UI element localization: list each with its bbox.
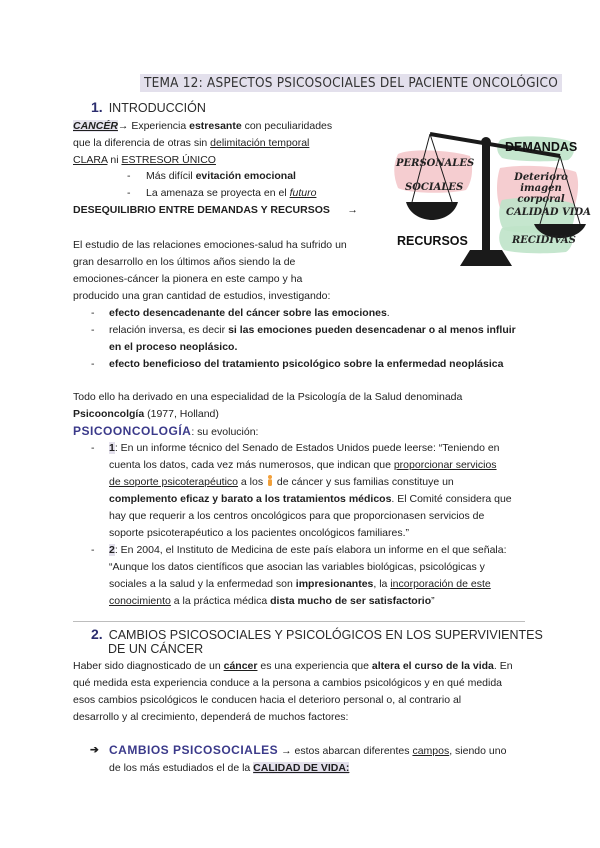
intro-bullet-1 — [146, 168, 296, 184]
text: con peculiaridades — [241, 120, 333, 132]
dash-bullet: - — [91, 544, 95, 556]
text-bold: Psicooncolgía — [73, 408, 145, 420]
intro-line-1 — [73, 118, 332, 134]
text: Haber sido diagnosticado de un — [73, 660, 224, 672]
cancer-term: CANCÉR — [73, 120, 118, 132]
section-title-cont: DE UN CÁNCER — [108, 642, 204, 656]
text: : En un informe técnico del Senado de Estados Unidos puede leerse: “Teniendo en — [114, 442, 500, 454]
text: ” — [431, 595, 435, 607]
text: Experiencia — [128, 120, 190, 132]
text-underline: ESTRESOR ÚNICO — [121, 154, 216, 166]
text-bold: DESEQUILIBRIO ENTRE DEMANDAS Y RECURSOS — [73, 204, 330, 216]
label-recidivas: RECIDIVAS — [512, 235, 576, 246]
text-underline: delimitación temporal — [210, 137, 310, 149]
arrow-bullet-icon: ➔ — [90, 744, 99, 756]
left-pan — [406, 202, 458, 220]
text: (1977, Holland) — [144, 408, 219, 420]
dash-bullet: - — [91, 307, 95, 319]
evo-1-line-3 — [109, 474, 454, 490]
text-bold: impresionantes — [295, 578, 374, 590]
text-bold: complemento eficaz y barato a los tratamientos médicos — [109, 493, 392, 505]
evo-1-line-5: hay que requerir a los centros oncológicos para que proporcionasen servicios de — [109, 510, 485, 522]
dash-bullet: - — [127, 170, 131, 182]
study-bullet-2 — [109, 322, 516, 338]
label-sociales: SOCIALES — [405, 182, 464, 193]
text-underline: de soporte psicoterapéutico — [109, 476, 238, 488]
evo-1-line-6: soporte psicoterapéutico a los pacientes oncológicos familiares.” — [109, 527, 409, 539]
text-underline: futuro — [289, 187, 317, 199]
text: sociales a la salud y la enfermedad son — [109, 578, 296, 590]
text: que la diferencia de otras sin — [73, 137, 211, 149]
text: Más difícil — [146, 170, 196, 182]
evo-1-line-4 — [109, 491, 512, 507]
text: ni — [107, 154, 122, 166]
text: → estos abarcan diferentes — [278, 745, 413, 757]
arrow: → — [117, 120, 129, 132]
text: La amenaza se proyecta en el — [146, 187, 290, 199]
text: : su evolución: — [191, 426, 259, 438]
text-bold: efecto desencadenante del cáncer sobre las emociones — [109, 307, 387, 319]
study-bullet-2-cont — [109, 339, 237, 355]
section-2-heading — [91, 627, 543, 656]
desequilibrio-line — [73, 202, 358, 218]
s2-line-4: desarrollo y al crecimiento, dependerá de muchos factores: — [73, 711, 349, 723]
text-underline: CLARA — [73, 154, 108, 166]
label-demandas: DEMANDAS — [505, 140, 578, 154]
study-bullet-1 — [109, 305, 390, 321]
evo-2-line-4 — [109, 593, 435, 609]
label-recursos: RECURSOS — [397, 234, 468, 248]
label-calidad-vida: CALIDAD VIDA — [506, 207, 591, 218]
calidad-de-vida-label: CALIDAD DE VIDA: — [253, 762, 350, 774]
text: cuenta los datos, cada vez más numerosos, que indican que — [109, 459, 394, 471]
evo-1-line-1 — [109, 440, 500, 456]
text: . El Comité considera que — [391, 493, 512, 505]
label-deterioro: Deterioro imagen corporal — [514, 172, 568, 205]
text: : En 2004, el Instituto de Medicina de este país elabora un informe en el que señala: — [114, 544, 507, 556]
text: de cáncer y sus familias constituye un — [274, 476, 454, 488]
arrow: → — [347, 204, 358, 216]
s2-line-3: esos cambios psicológicos le conducen hacia el deterioro personal o, al contrario al — [73, 694, 462, 706]
cambios-psicosociales-line-2 — [109, 760, 349, 776]
section-title: INTRODUCCIÓN — [108, 101, 206, 115]
text-bold: dista mucho de ser satisfactorio — [270, 595, 432, 607]
intro-bullet-2 — [146, 185, 316, 201]
scale-base — [460, 250, 512, 266]
text: de los más estudiados el de la — [109, 762, 254, 774]
person-icon — [266, 475, 274, 486]
text-bold: altera el curso de la vida — [371, 660, 494, 672]
section-number: 1. — [91, 99, 103, 115]
intro-line-2 — [73, 135, 309, 151]
evo-1-line-2 — [109, 457, 497, 473]
text: , la — [373, 578, 391, 590]
evo-number: 1 — [109, 442, 115, 454]
psico-line-1: Todo ello ha derivado en una especialidad de la Psicología de la Salud denominada — [73, 391, 463, 403]
text-bold: en el proceso neoplásico. — [109, 341, 238, 353]
cambios-psicosociales-label: CAMBIOS PSICOSOCIALES — [109, 743, 279, 757]
text-bold: evitación emocional — [195, 170, 296, 182]
section-divider — [73, 621, 525, 622]
study-line-3: emociones-cáncer la pionera en este campo y ha — [73, 273, 303, 285]
study-line-2: gran desarrollo en los últimos años siendo la de — [73, 256, 296, 268]
text: es una experiencia que — [257, 660, 372, 672]
evo-number: 2 — [109, 544, 115, 556]
study-line-1: El estudio de las relaciones emociones-salud ha sufrido un — [73, 239, 347, 251]
text: relación inversa, es decir — [109, 324, 229, 336]
scale-post — [482, 142, 490, 250]
text-bold: si las emociones pueden desencadenar o al menos influir — [228, 324, 516, 336]
text-underline: cáncer — [223, 660, 258, 672]
study-line-4: producido una gran cantidad de estudios, investigando: — [73, 290, 331, 302]
label-personales: PERSONALES — [396, 158, 475, 169]
text-underline: conocimiento — [109, 595, 171, 607]
psico-label-line — [73, 423, 258, 440]
s2-line-1 — [73, 658, 513, 674]
text: a los — [238, 476, 267, 488]
dash-bullet: - — [91, 358, 95, 370]
text-bold: estresante — [189, 120, 242, 132]
dash-bullet: - — [127, 187, 131, 199]
psico-line-2 — [73, 406, 219, 422]
evo-2-line-3 — [109, 576, 491, 592]
text-bold: efecto beneficioso del tratamiento psicológico sobre la enfermedad neoplásica — [109, 358, 504, 370]
section-title: CAMBIOS PSICOSOCIALES Y PSICOLÓGICOS EN LOS SUPERVIVIENTES — [108, 628, 543, 642]
study-bullet-3 — [109, 356, 503, 372]
page-title: TEMA 12: ASPECTOS PSICOSOCIALES DEL PACIENTE ONCOLÓGICO — [140, 74, 562, 92]
section-1-heading — [91, 99, 206, 115]
dash-bullet: - — [91, 442, 95, 454]
s2-line-2: qué medida esta experiencia conduce a la persona a cambios psicológicos y en qué medida — [73, 677, 503, 689]
text: a la práctica médica — [170, 595, 271, 607]
text-underline: proporcionar servicios — [393, 459, 497, 471]
text-underline: incorporación de este — [390, 578, 491, 590]
evo-2-line-1 — [109, 542, 507, 558]
text: , siendo uno — [449, 745, 507, 757]
dash-bullet: - — [91, 324, 95, 336]
text-underline: campos — [412, 745, 450, 757]
intro-line-3 — [73, 152, 216, 168]
psicooncologia-label: PSICOONCOLOGÍA — [73, 424, 192, 438]
cambios-psicosociales-line — [109, 742, 506, 759]
text: . En — [493, 660, 513, 672]
evo-2-line-2: “Aunque los datos científicos que asocian las variables biológicas, psicológicas y — [109, 561, 485, 573]
text: . — [386, 307, 390, 319]
section-number: 2. — [91, 626, 103, 642]
